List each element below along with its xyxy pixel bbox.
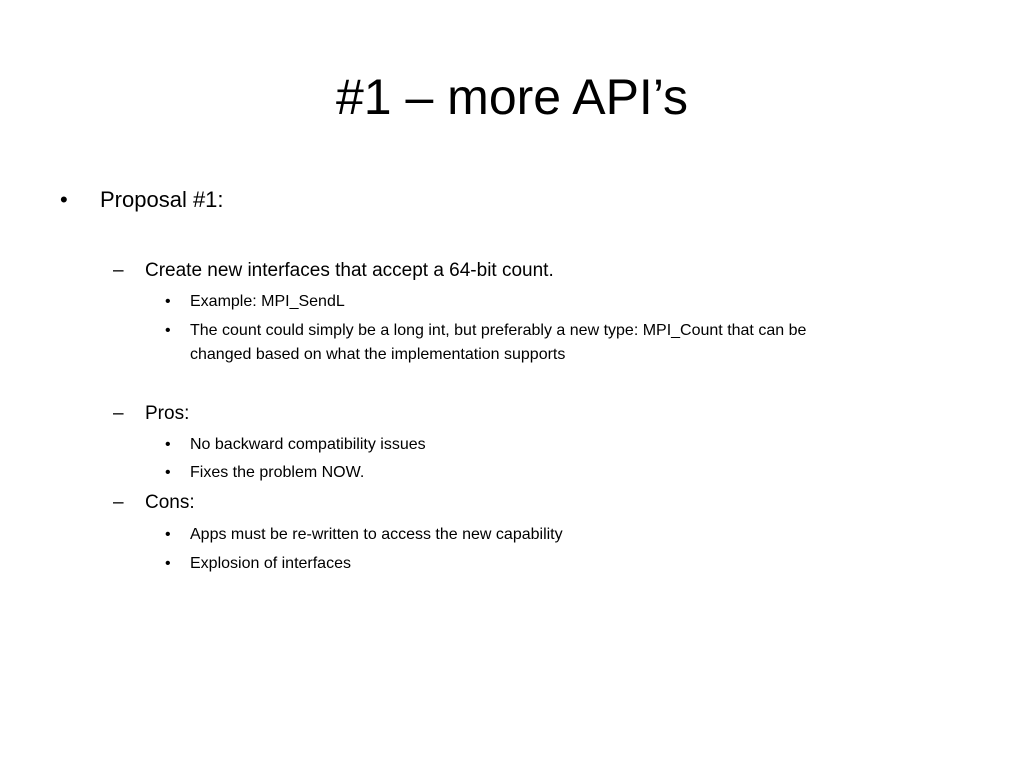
bullet-pros: Pros: [145, 403, 190, 424]
bullet-cons: Cons: [145, 492, 195, 513]
bullet-marker: • [165, 293, 171, 310]
bullet-marker: • [165, 555, 171, 572]
bullet-count-type-line1: The count could simply be a long int, but preferably a new type: MPI_Count that can be [190, 322, 807, 339]
bullet-con-rewrite: Apps must be re-written to access the new capability [190, 526, 563, 543]
dash-marker: – [113, 260, 124, 281]
bullet-pro-fixes-now: Fixes the problem NOW. [190, 464, 365, 481]
dash-marker: – [113, 403, 124, 424]
bullet-pro-compatibility: No backward compatibility issues [190, 436, 426, 453]
bullet-con-explosion: Explosion of interfaces [190, 555, 351, 572]
bullet-marker: • [165, 464, 171, 481]
bullet-count-type-line2: changed based on what the implementation supports [190, 346, 566, 363]
dash-marker: – [113, 492, 124, 513]
bullet-marker: • [165, 322, 171, 339]
slide-title: #1 – more API’s [335, 69, 689, 125]
bullet-marker: • [165, 526, 171, 543]
bullet-create-interfaces: Create new interfaces that accept a 64-bit count. [145, 260, 554, 281]
bullet-proposal: Proposal #1: [100, 187, 224, 212]
bullet-marker: • [60, 187, 68, 212]
bullet-marker: • [165, 436, 171, 453]
bullet-example: Example: MPI_SendL [190, 293, 345, 310]
